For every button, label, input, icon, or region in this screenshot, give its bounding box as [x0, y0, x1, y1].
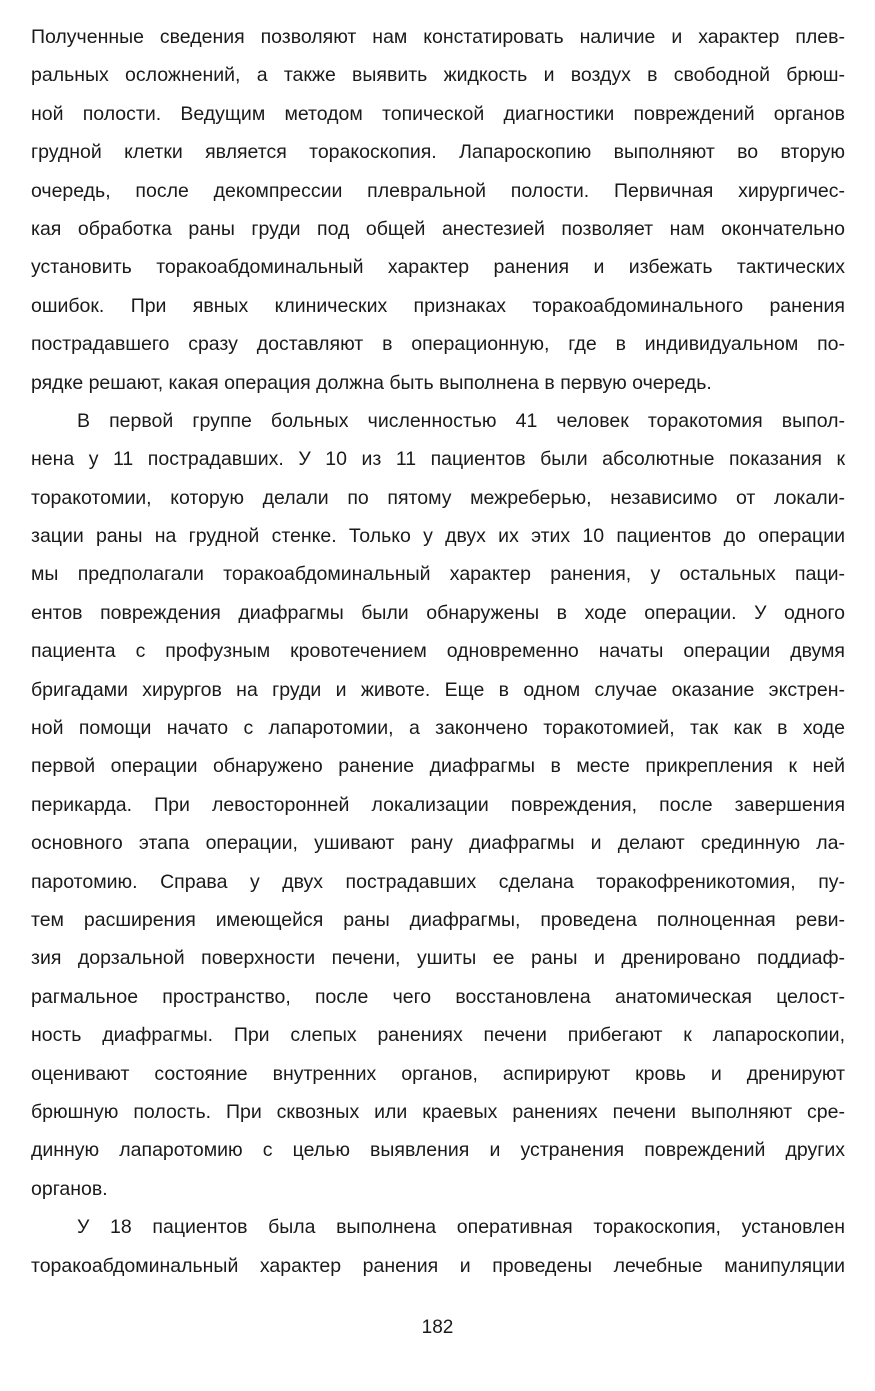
text-line: динную лапаротомию с целью выявления и устранения повреждений других [31, 1139, 845, 1162]
text-line: очередь, после декомпрессии плевральной полости. Первичная хирургичес- [31, 179, 845, 202]
text-line: У 18 пациентов была выполнена оперативная торакоскопия, установлен [77, 1216, 845, 1239]
text-line: грудной клетки является торакоскопия. Лапароскопию выполняют во вторую [31, 141, 845, 164]
text-line: рядке решают, какая операция должна быть выполнена в первую очередь. [31, 371, 712, 394]
text-line: мы предполагали торакоабдоминальный характер ранения, у остальных паци- [31, 563, 845, 586]
text-line: ошибок. При явных клинических признаках торакоабдоминального ранения [31, 294, 845, 317]
page-number: 182 [421, 1317, 454, 1338]
text-line: пациента с профузным кровотечением одновременно начаты операции двумя [31, 640, 845, 663]
text-line: В первой группе больных численностью 41 человек торакотомия выпол- [77, 409, 845, 432]
body-text [31, 18, 845, 1285]
text-line: бригадами хирургов на груди и животе. Еще в одном случае оказание экстрен- [31, 678, 845, 701]
text-line: ной помощи начато с лапаротомии, а закончено торакотомией, так как в ходе [31, 717, 845, 740]
text-line: рагмальное пространство, после чего восстановлена анатомическая целост- [31, 985, 845, 1008]
text-line: торакоабдоминальный характер ранения и проведены лечебные манипуляции [31, 1254, 845, 1277]
text-line: оценивают состояние внутренних органов, аспирируют кровь и дренируют [31, 1062, 845, 1085]
text-line: брюшную полость. При сквозных или краевых ранениях печени выполняют сре- [31, 1100, 845, 1123]
text-line: ность диафрагмы. При слепых ранениях печени прибегают к лапароскопии, [31, 1024, 845, 1047]
text-line: Полученные сведения позволяют нам констатировать наличие и характер плев- [31, 26, 845, 48]
text-line: тем расширения имеющейся раны диафрагмы, проведена полноценная реви- [31, 908, 845, 931]
text-line: первой операции обнаружено ранение диафрагмы в месте прикрепления к ней [31, 755, 845, 778]
paragraph-2 [31, 402, 845, 1208]
text-line: торакотомии, которую делали по пятому межреберью, независимо от локали- [31, 486, 845, 509]
text-line: нена у 11 пострадавших. У 10 из 11 пациентов были абсолютные показания к [31, 448, 845, 471]
text-line: ентов повреждения диафрагмы были обнаружены в ходе операции. У одного [31, 601, 845, 624]
text-line: зации раны на грудной стенке. Только у двух их этих 10 пациентов до операции [31, 525, 845, 548]
paragraph-3 [31, 1208, 845, 1285]
text-line: кая обработка раны груди под общей анестезией позволяет нам окончательно [31, 217, 845, 240]
text-line: ральных осложнений, а также выявить жидкость и воздух в свободной брюш- [31, 64, 845, 87]
text-line: зия дорзальной поверхности печени, ушиты ее раны и дренировано поддиаф- [31, 947, 845, 970]
text-line: пострадавшего сразу доставляют в операционную, где в индивидуальном по- [31, 333, 845, 356]
paragraph-1 [31, 18, 845, 402]
text-line: перикарда. При левосторонней локализации повреждения, после завершения [31, 793, 845, 816]
text-line: установить торакоабдоминальный характер ранения и избежать тактических [31, 256, 845, 279]
text-line: ной полости. Ведущим методом топической диагностики повреждений органов [31, 102, 845, 125]
text-line: основного этапа операции, ушивают рану диафрагмы и делают срединную ла- [31, 832, 845, 855]
text-line: паротомию. Справа у двух пострадавших сделана торакофреникотомия, пу- [31, 870, 845, 893]
text-line: органов. [31, 1177, 108, 1200]
